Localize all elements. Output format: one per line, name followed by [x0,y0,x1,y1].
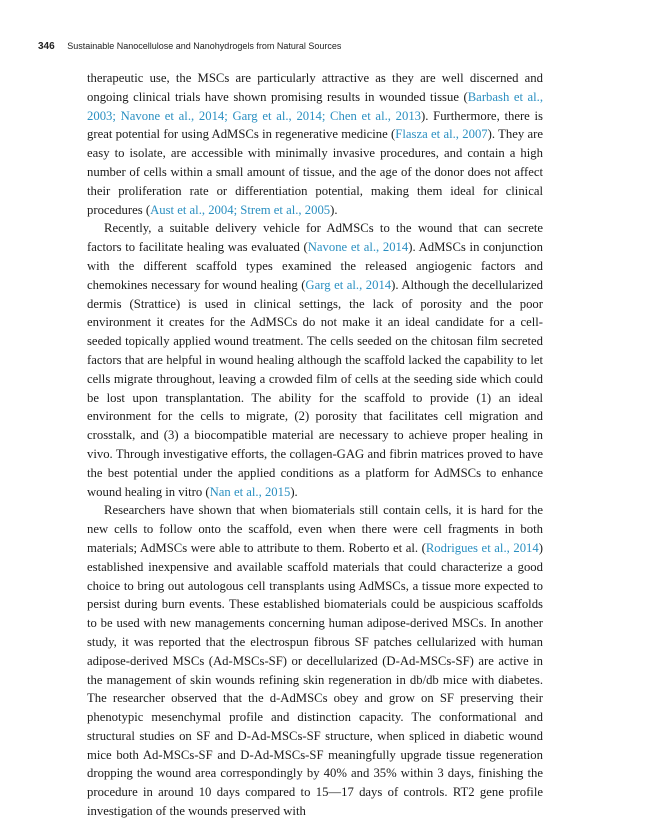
paragraph-text: therapeutic use, the MSCs are particularly attractive as they are well discerned and ongoing clinical trials have shown promising results in wounded tissue ( [87,71,543,104]
citation-link[interactable]: Nan et al., 2015 [209,484,291,499]
paragraph-text: ). [290,484,298,499]
running-header [38,41,341,52]
citation-link[interactable]: Barbash et al., 2003; Navone et al., 2014; Garg et al., 2014; Chen et al., 2013 [87,89,543,123]
paragraph-text: Researchers have shown that when biomaterials still contain cells, it is hard for the new cells to follow onto the scaffold, even when there were cell fragments in both materials; AdMSCs were able to attribute to them. Roberto et al. ( [87,503,543,555]
book-title: Sustainable Nanocellulose and Nanohydrogels from Natural Sources [67,41,342,51]
paragraph [87,501,543,821]
body-text [87,69,543,821]
paragraph-text: ). AdMSCs in conjunction with the different scaffold types examined the released angiogenic factors and chemokines necessary for wound healing ( [87,240,543,292]
citation-link[interactable]: Garg et al., 2014 [305,277,392,292]
paragraph [87,69,543,219]
paragraph-text: ). Although the decellularized dermis (Strattice) is used in clinical settings, the lack of porosity and the poor environment it creates for the AdMSCs do not make it an ideal candidate for a cell-seeded topically applied wound treatment. The cells seeded on the chitosan film secreted factors that are helpful in wound healing although the scaffold lacked the capability to let cells migrate throughout, leaving a crowded film of cells at the seeding side which could be lost upon transplantation. The ability for the scaffold to provide (1) an ideal environment for the cells to migrate, (2) porosity that facilitates cell migration and crosstalk, and (3) a biocompatible material are necessary to achieve proper healing in vivo. Through investigative efforts, the collagen-GAG and fibrin matrices proved to have the best potential under the applied conditions as a platform for AdMSCs to enhance wound healing in vitro ( [87,277,543,499]
citation-link[interactable]: Flasza et al., 2007 [395,127,488,142]
citation-link[interactable]: Rodrigues et al., 2014 [425,540,539,555]
paragraph-text: ). They are easy to isolate, are accessible with minimally invasive procedures, and contain a high number of cells within a small amount of tissue, and the age of the donor does not affect their proliferation rate or differentiation potential, making them ideal for clinical procedures ( [87,127,543,217]
paragraph-text: ). Furthermore, there is great potential for using AdMSCs in regenerative medicine ( [87,108,543,142]
paragraph-text: Recently, a suitable delivery vehicle for AdMSCs to the wound that can secrete factors to facilitate healing was evaluated ( [87,221,543,255]
paragraph-text: ) established inexpensive and available scaffold materials that could characterize a good choice to bring out autologous cell transplants using AdMSCs, a tissue more expected to persist during burn events. These established biomaterials could be auspicious scaffolds to be used with new managements concerning human adipose-derived MSCs. In another study, it was reported that the electrospun fibrous SF patches cellularized with human adipose-derived MSCs (Ad-MSCs-SF) or decellularized (D-Ad-MSCs-SF) are active in the management of skin wounds refining skin regeneration in db/db mice with diabetes. The researcher observed that the d-AdMSCs obey and grow on SF preserving their phenotypic mesenchymal profile and distinction capacity. The conformational and structural studies on SF and D-Ad-MSCs-SF structure, when spliced in diabetic wound mice both Ad-MSCs-SF and D-Ad-MSCs-SF meaningfully upgrade tissue regeneration dropping the wound area correspondingly by 40% and 35% within 3 days, finishing the procedure in around 10 days compared to 15—17 days of controls. RT2 gene profile investigation of the wounds preserved with [87,540,543,819]
citation-link[interactable]: Navone et al., 2014 [307,240,409,255]
paragraph [87,219,543,501]
paragraph-text: ). [330,202,338,217]
citation-link[interactable]: Aust et al., 2004; Strem et al., 2005 [150,202,331,217]
page-number: 346 [38,41,55,52]
